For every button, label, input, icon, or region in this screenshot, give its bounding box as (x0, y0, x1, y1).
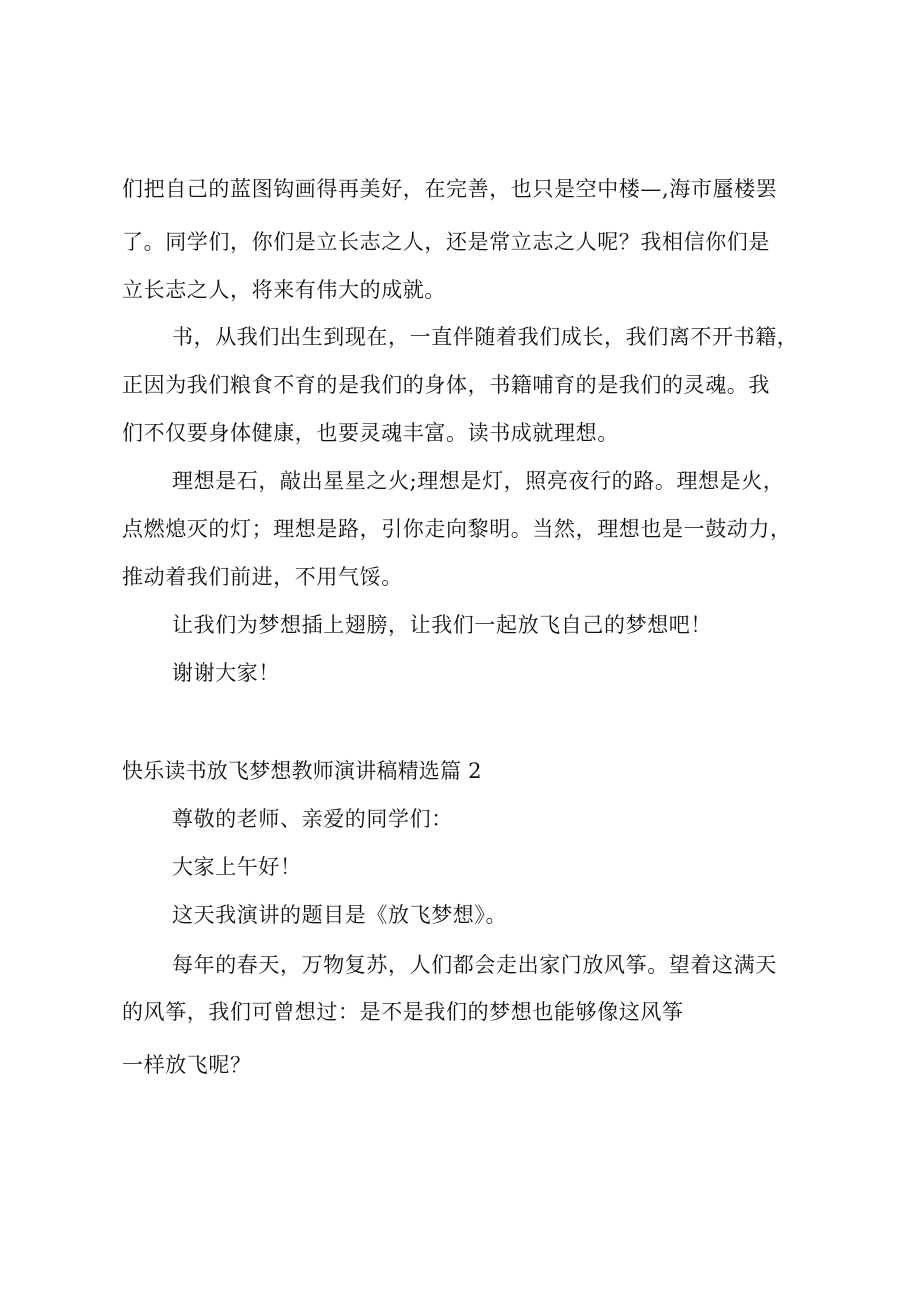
paragraph-line: 书，从我们出生到现在，一直伴随着我们成长，我们离不开书籍， (172, 325, 799, 349)
paragraph-line: 了。同学们，你们是立长志之人，还是常立志之人呢？我相信你们是 (122, 230, 770, 254)
greeting-line: 尊敬的老师、亲爱的同学们： (172, 807, 453, 831)
topic-line: 这天我演讲的题目是《放飞梦想》。 (172, 903, 508, 927)
paragraph-line: 立长志之人，将来有伟大的成就。 (122, 278, 446, 302)
paragraph-line: 让我们为梦想插上翅膀，让我们一起放飞自己的梦想吧！ (172, 613, 712, 637)
paragraph-line: 一样放飞呢？ (122, 1053, 252, 1077)
greeting-line: 大家上午好！ (172, 855, 302, 879)
paragraph-line: 们不仅要身体健康，也要灵魂丰富。读书成就理想。 (122, 421, 619, 445)
paragraph-line: 每年的春天，万物复苏，人们都会走出家门放风筝。望着这满天 (172, 953, 777, 977)
closing-line: 谢谢大家！ (172, 661, 280, 685)
section-title: 快乐读书放飞梦想教师演讲稿精选篇 2 (122, 759, 482, 783)
paragraph-line: 理想是石，敲出星星之火;理想是灯，照亮夜行的路。理想是火， (172, 469, 785, 493)
paragraph-line: 正因为我们粮食不育的是我们的身体，书籍哺育的是我们的灵魂。我 (122, 373, 770, 397)
paragraph-line: 推动着我们前进，不用气馁。 (122, 565, 403, 589)
paragraph-line: 的风筝，我们可曾想过：是不是我们的梦想也能够像这风筝 (122, 1000, 684, 1024)
paragraph-line: 点燃熄灭的灯；理想是路，引你走向黎明。当然，理想也是一鼓动力， (122, 517, 792, 541)
paragraph-line: 们把自己的蓝图钩画得再美好，在完善，也只是空中楼—,海市蜃楼罢 (122, 177, 778, 201)
